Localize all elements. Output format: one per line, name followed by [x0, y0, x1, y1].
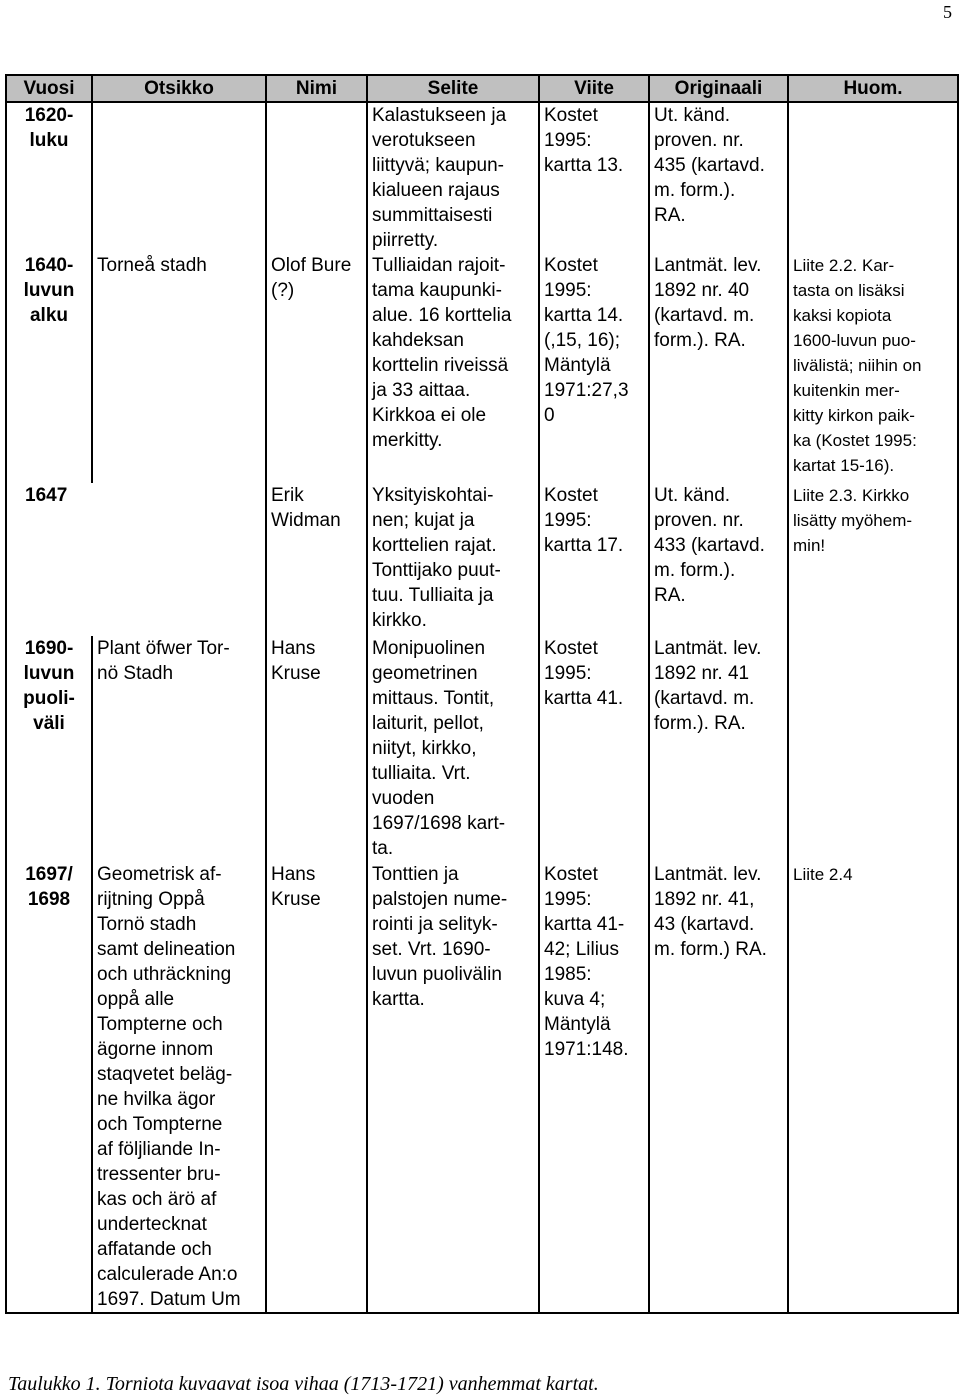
cell-reference: Kostet 1995: kartta 14. (,15, 16); Mäntylä 1971:27,3 0: [539, 253, 649, 483]
table-header: [6, 75, 958, 102]
header-nimi: Nimi: [266, 75, 367, 102]
table-row: [6, 862, 958, 1313]
table-caption: Taulukko 1. Torniota kuvaavat isoa vihaa (1713-1721) vanhemmat kartat.: [8, 1373, 599, 1395]
cell-year: 1690- luvun puoli- väli: [6, 636, 92, 862]
cell-title: Plant öfwer Tor- nö Stadh: [92, 636, 266, 862]
cell-title: Geometrisk af- rijtning Oppå Tornö stadh samt delineation och uthräckning oppå alle Tompterne och ägorne innom staqvetet beläg- ne hvilka ägor och Tompterne af följliande In- tressenter bru- kas och ärö af undertecknat affatande och calculerade An:o 1697. Datum Um: [92, 862, 266, 1313]
cell-reference: Kostet 1995: kartta 13.: [539, 102, 649, 253]
cell-title: [92, 102, 266, 253]
header-originaali: Originaali: [649, 75, 788, 102]
cell-reference: Kostet 1995: kartta 41- 42; Lilius 1985: kuva 4; Mäntylä 1971:148.: [539, 862, 649, 1313]
cell-name: Hans Kruse: [266, 636, 367, 862]
cell-original: Ut. känd. proven. nr. 435 (kartavd. m. form.). RA.: [649, 102, 788, 253]
table-row: [6, 102, 958, 253]
cell-title: Torneå stadh: [92, 253, 266, 483]
cell-name: Hans Kruse: [266, 862, 367, 1313]
cell-year: 1697/ 1698: [6, 862, 92, 1313]
cell-description: Tulliaidan rajoit- tama kaupunki- alue. 16 korttelia kahdeksan korttelin riveissä ja 33 aittaa. Kirkkoa ei ole merkitty.: [367, 253, 539, 483]
header-selite: Selite: [367, 75, 539, 102]
cell-reference: Kostet 1995: kartta 17.: [539, 483, 649, 636]
cell-year: 1620- luku: [6, 102, 92, 253]
cell-description: Yksityiskohtai- nen; kujat ja korttelien rajat. Tonttijako puut- tuu. Tulliaita ja kirkko.: [367, 483, 539, 636]
header-viite: Viite: [539, 75, 649, 102]
cell-original: Lantmät. lev. 1892 nr. 41 (kartavd. m. form.). RA.: [649, 636, 788, 862]
cell-name: Olof Bure (?): [266, 253, 367, 483]
cell-name: Erik Widman: [266, 483, 367, 636]
cell-note: Liite 2.3. Kirkko lisätty myöhem- min!: [788, 483, 958, 636]
table-row: [6, 636, 958, 862]
cell-note: Liite 2.2. Kar- tasta on lisäksi kaksi kopiota 1600-luvun puo- livälistä; niihin on kuitenkin mer- kitty kirkon paik- ka (Kostet 1995: kartat 15-16).: [788, 253, 958, 483]
cell-original: Lantmät. lev. 1892 nr. 41, 43 (kartavd. m. form.) RA.: [649, 862, 788, 1313]
cell-description: Tonttien ja palstojen nume- rointi ja selityk- set. Vrt. 1690- luvun puolivälin kartta.: [367, 862, 539, 1313]
header-otsikko: Otsikko: [92, 75, 266, 102]
table-row: [6, 483, 958, 636]
cell-note: Liite 2.4: [788, 862, 958, 1313]
header-huom: Huom.: [788, 75, 958, 102]
cell-note: [788, 102, 958, 253]
header-vuosi: Vuosi: [6, 75, 92, 102]
maps-table: [5, 74, 959, 1314]
cell-year: 1647: [6, 483, 266, 636]
table-row: [6, 253, 958, 483]
cell-original: Lantmät. lev. 1892 nr. 40 (kartavd. m. form.). RA.: [649, 253, 788, 483]
cell-description: Monipuolinen geometrinen mittaus. Tontit, laiturit, pellot, niityt, kirkko, tulliaita. Vrt. vuoden 1697/1698 kart- ta.: [367, 636, 539, 862]
cell-name: [266, 102, 367, 253]
cell-description: Kalastukseen ja verotukseen liittyvä; kaupun- kialueen rajaus summittaisesti piirretty.: [367, 102, 539, 253]
cell-reference: Kostet 1995: kartta 41.: [539, 636, 649, 862]
page-number: 5: [943, 2, 952, 22]
cell-original: Ut. känd. proven. nr. 433 (kartavd. m. form.). RA.: [649, 483, 788, 636]
cell-note: [788, 636, 958, 862]
cell-year: 1640- luvun alku: [6, 253, 92, 483]
